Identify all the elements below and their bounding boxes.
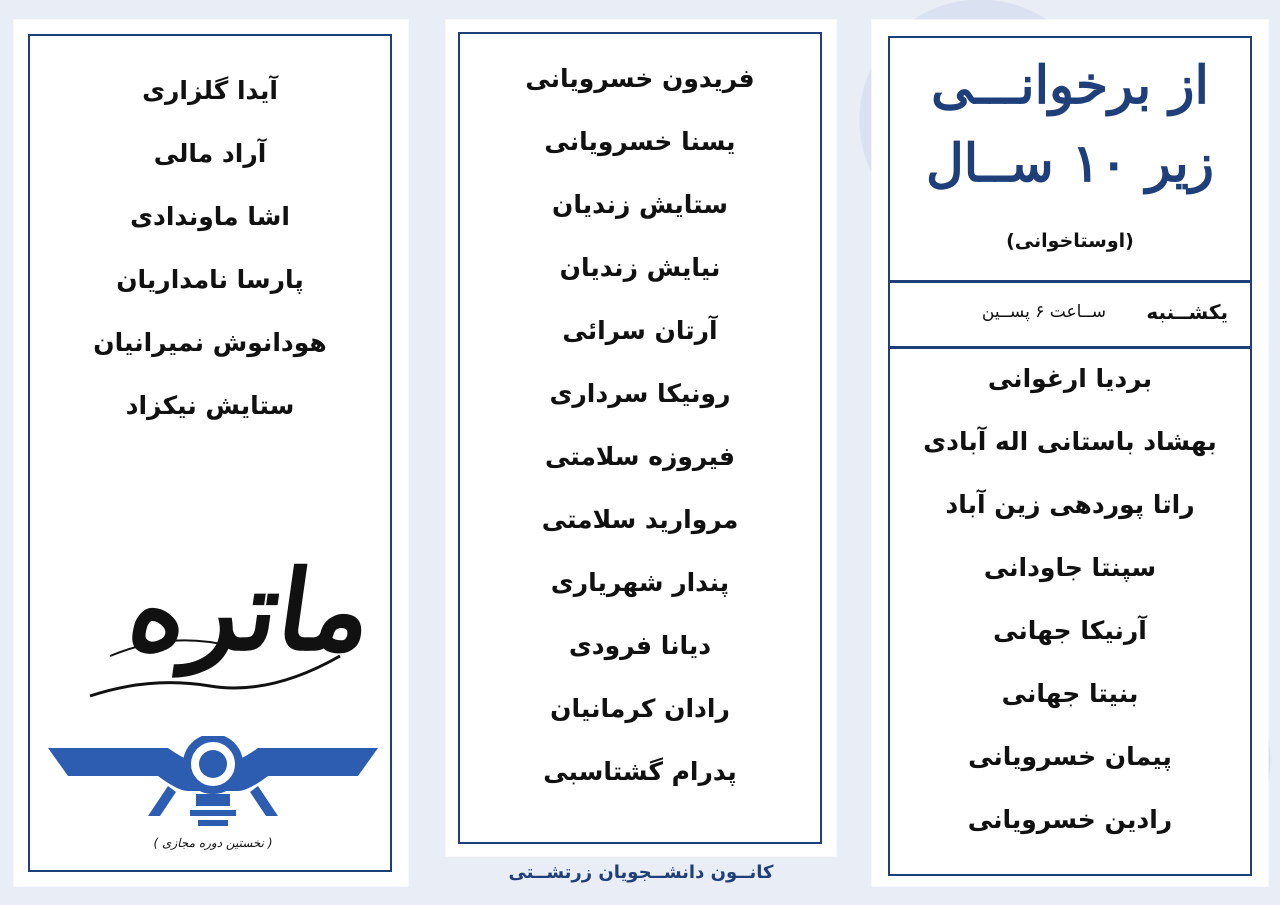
right-name-list (890, 364, 1250, 864)
faravahar-icon (48, 736, 378, 846)
calligraphy-logo (70, 536, 381, 736)
divider-bottom (890, 346, 1250, 349)
list-item: سپنتا جاودانی (983, 553, 1157, 582)
middle-name-list (460, 64, 820, 824)
list-item: فریدون خسرویانی (525, 64, 755, 93)
schedule-time: ســاعت ۶ پســین (981, 302, 1106, 322)
logo-caption: ( نخستین دوره مجازی ) (153, 836, 273, 850)
faravahar-emblem (48, 736, 378, 866)
list-item: فیروزه سلامتی (544, 442, 736, 471)
list-item: دیانا فرودی (568, 631, 712, 660)
schedule-day: یکشــنبه (1146, 300, 1228, 324)
list-item: بهشاد باستانی اله آبادی (923, 427, 1217, 456)
list-item: رونیکا سرداری (549, 379, 731, 408)
footer-text: کانــون دانشــجویان زرتشــتی (508, 862, 774, 883)
list-item: آیدا گلزاری (142, 76, 278, 105)
left-panel (14, 20, 408, 886)
middle-panel (446, 20, 836, 856)
list-item: آرنیکا جهانی (993, 616, 1147, 645)
list-item: ستایش زندیان (552, 190, 728, 219)
middle-panel-frame (458, 32, 822, 844)
divider-top (890, 280, 1250, 283)
title-line-1: از برخوانـــی (931, 55, 1209, 116)
list-item: ستایش نیکزاد (125, 391, 295, 420)
list-item: بردیا ارغوانی (987, 364, 1153, 393)
list-item: پندار شهریاری (550, 568, 730, 597)
calligraphy-logo-text: ماتره (120, 546, 381, 675)
list-item: آرتان سرائی (562, 316, 718, 345)
subtitle: (اوستاخوانی) (1006, 230, 1134, 252)
list-item: پیمان خسرویانی (968, 742, 1172, 771)
schedule-row (912, 300, 1228, 330)
list-item: هودانوش نمیرانیان (93, 328, 327, 357)
left-panel-frame (28, 34, 392, 872)
left-name-list (30, 76, 390, 456)
list-item: راتا پوردهی زین آباد (945, 490, 1195, 519)
list-item: پارسا نامداریان (116, 265, 304, 294)
calligraphy-flourish-icon (70, 536, 360, 736)
list-item: مروارید سلامتی (541, 505, 739, 534)
list-item: پدرام گشتاسبی (543, 757, 737, 786)
list-item: نیایش زندیان (559, 253, 721, 282)
right-panel-frame (888, 36, 1252, 876)
list-item: آراد مالی (153, 139, 267, 168)
list-item: رادین خسرویانی (967, 805, 1173, 834)
list-item: بنیتا جهانی (1001, 679, 1139, 708)
list-item: اشا ماوندادی (130, 202, 290, 231)
title-line-2: زیر ۱۰ ســال (925, 133, 1215, 194)
list-item: رادان کرمانیان (550, 694, 730, 723)
right-panel (872, 20, 1268, 886)
list-item: یسنا خسرویانی (544, 127, 736, 156)
